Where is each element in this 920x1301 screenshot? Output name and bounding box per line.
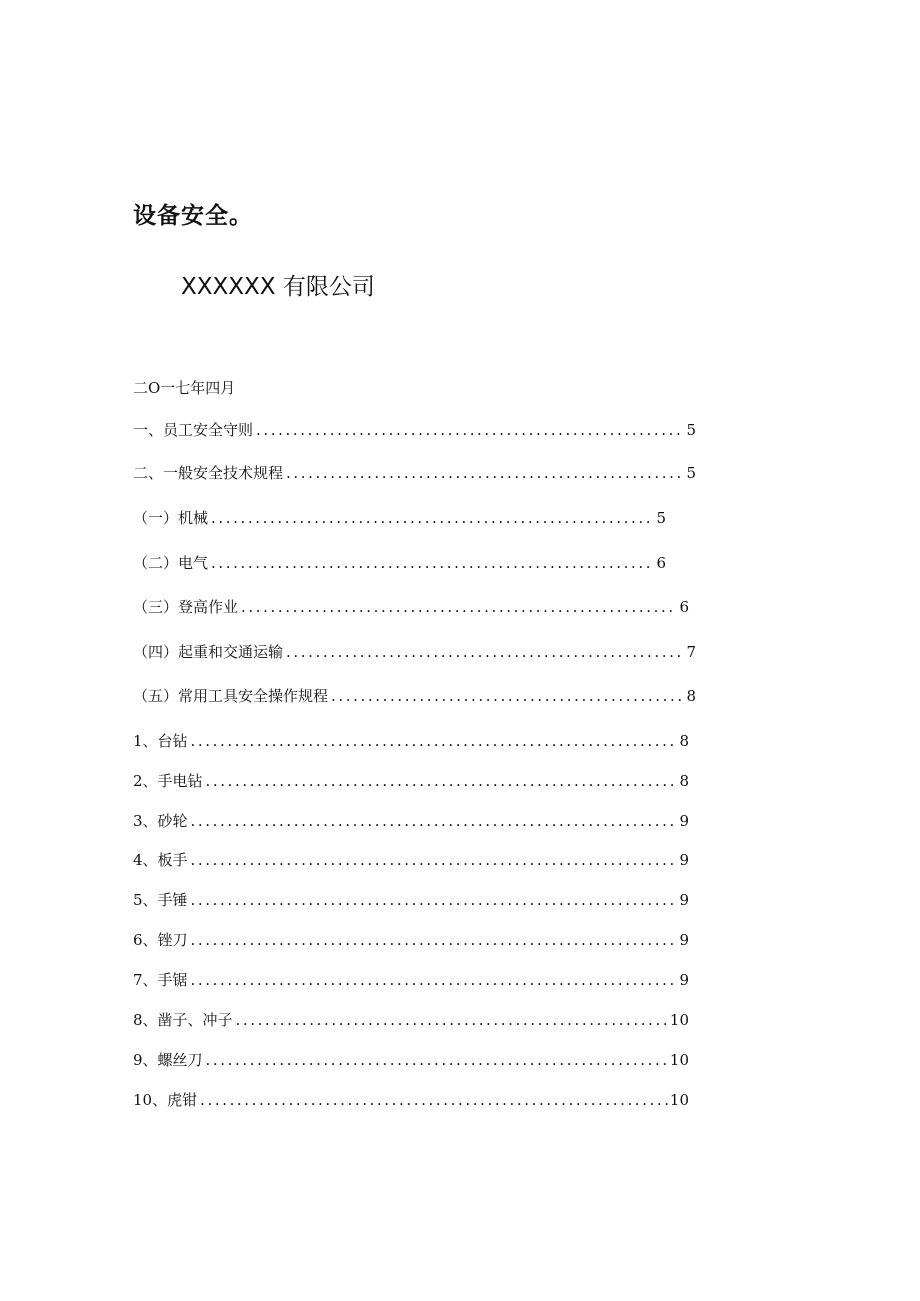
toc-entry-label: （五）常用工具安全操作规程 xyxy=(133,687,329,705)
toc-entry-label: 一、员工安全守则 xyxy=(133,421,254,439)
toc-entry[interactable] xyxy=(133,811,689,831)
toc-entry[interactable] xyxy=(133,771,689,791)
toc-entry-page: 9 xyxy=(679,891,689,909)
toc-entry[interactable] xyxy=(133,553,666,573)
toc-entry[interactable] xyxy=(133,970,689,990)
toc-entry[interactable] xyxy=(133,686,696,706)
toc-entry[interactable] xyxy=(133,850,689,870)
toc-entry[interactable] xyxy=(133,463,696,483)
company-name: XXXXXX 有限公司 xyxy=(181,274,375,300)
toc-entry-label: 8、凿子、冲子 xyxy=(133,1011,233,1029)
toc-entry-label: 二、一般安全技术规程 xyxy=(133,464,284,482)
toc-dot-leader xyxy=(200,1090,668,1110)
toc-dot-leader xyxy=(191,890,678,910)
toc-entry-page: 5 xyxy=(656,509,666,527)
toc-entry-page: 10 xyxy=(669,1011,689,1029)
toc-entry-label: 6、锉刀 xyxy=(133,931,188,949)
toc-entry-page: 5 xyxy=(686,464,696,482)
toc-entry-page: 9 xyxy=(679,812,689,830)
toc-entry-label: 1、台钻 xyxy=(133,732,188,750)
toc-dot-leader xyxy=(241,597,677,617)
toc-entry-page: 10 xyxy=(669,1091,689,1109)
toc-dot-leader xyxy=(331,686,684,706)
toc-entry-page: 6 xyxy=(679,598,689,616)
toc-entry-label: 4、板手 xyxy=(133,851,188,869)
toc-dot-leader xyxy=(236,1010,668,1030)
toc-dot-leader xyxy=(286,642,684,662)
toc-entry-page: 9 xyxy=(679,971,689,989)
toc-entry[interactable] xyxy=(133,930,689,950)
toc-entry-label: 9、螺丝刀 xyxy=(133,1051,203,1069)
toc-entry-label: （四）起重和交通运输 xyxy=(133,643,284,661)
page-heading: 设备安全。 xyxy=(133,203,253,229)
toc-dot-leader xyxy=(256,420,684,440)
toc-entry[interactable] xyxy=(133,1010,689,1030)
toc-dot-leader xyxy=(191,930,678,950)
toc-dot-leader xyxy=(211,508,654,528)
toc-entry[interactable] xyxy=(133,420,696,440)
toc-entry-page: 10 xyxy=(669,1051,689,1069)
toc-entry-label: （一）机械 xyxy=(133,509,209,527)
toc-entry-label: 2、手电钻 xyxy=(133,772,203,790)
toc-dot-leader xyxy=(191,850,678,870)
toc-dot-leader xyxy=(191,731,678,751)
toc-entry[interactable] xyxy=(133,1090,689,1110)
toc-entry-label: （二）电气 xyxy=(133,554,209,572)
document-date: 二O一七年四月 xyxy=(133,379,236,397)
toc-entry[interactable] xyxy=(133,1050,689,1070)
toc-entry-page: 8 xyxy=(679,732,689,750)
toc-entry[interactable] xyxy=(133,597,689,617)
toc-entry[interactable] xyxy=(133,890,689,910)
toc-dot-leader xyxy=(206,1050,668,1070)
toc-dot-leader xyxy=(206,771,678,791)
toc-entry-page: 8 xyxy=(686,687,696,705)
toc-entry[interactable] xyxy=(133,508,666,528)
toc-entry-page: 6 xyxy=(656,554,666,572)
toc-entry-label: （三）登高作业 xyxy=(133,598,239,616)
toc-entry-page: 9 xyxy=(679,851,689,869)
toc-dot-leader xyxy=(191,811,678,831)
toc-entry-label: 10、虎钳 xyxy=(133,1091,198,1109)
toc-dot-leader xyxy=(211,553,654,573)
toc-dot-leader xyxy=(286,463,684,483)
toc-dot-leader xyxy=(191,970,678,990)
toc-entry-label: 7、手锯 xyxy=(133,971,188,989)
toc-entry-page: 5 xyxy=(686,421,696,439)
toc-entry-label: 3、砂轮 xyxy=(133,812,188,830)
toc-entry-page: 7 xyxy=(686,643,696,661)
toc-entry-page: 8 xyxy=(679,772,689,790)
toc-entry-label: 5、手锤 xyxy=(133,891,188,909)
toc-entry[interactable] xyxy=(133,731,689,751)
toc-entry[interactable] xyxy=(133,642,696,662)
toc-entry-page: 9 xyxy=(679,931,689,949)
